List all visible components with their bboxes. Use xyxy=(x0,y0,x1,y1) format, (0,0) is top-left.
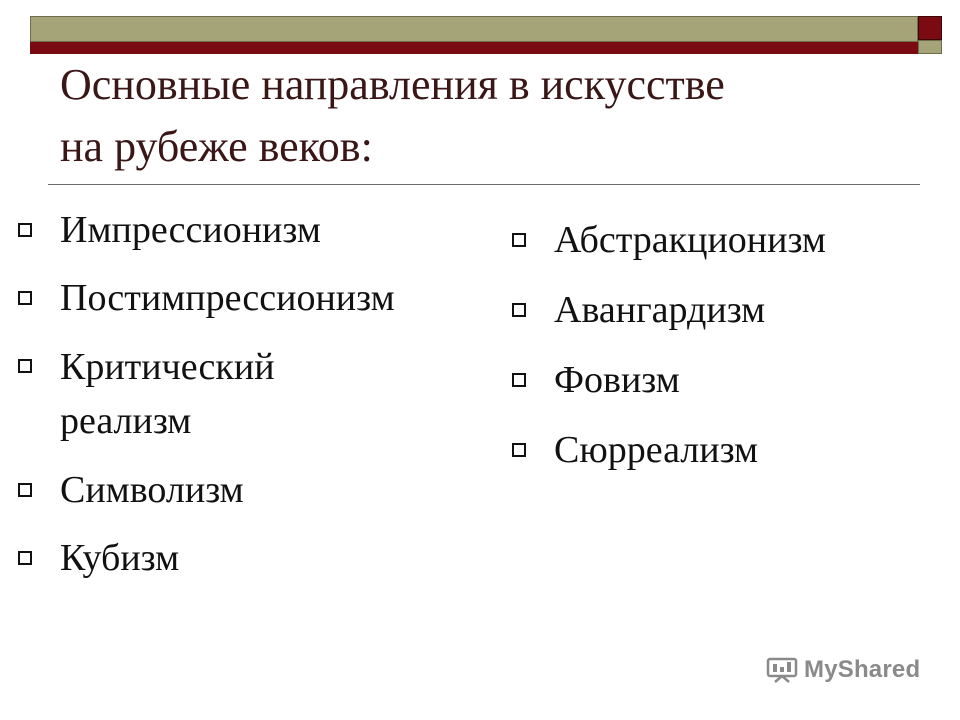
header-olive-bar xyxy=(30,16,918,42)
list-item-label: Сюрреализм xyxy=(554,429,759,471)
header-corner-maroon-square xyxy=(918,16,942,40)
list-item-label: Критический реализм xyxy=(60,346,275,442)
list-item-avant-garde xyxy=(508,284,948,336)
header-maroon-bar xyxy=(30,42,918,54)
list-item-label: Абстракционизм xyxy=(554,219,826,261)
list-item-abstractionism xyxy=(508,214,948,266)
list-item-label: Постимпрессионизм xyxy=(60,277,395,319)
right-bullet-list xyxy=(508,214,948,494)
list-item-critical-realism xyxy=(14,340,390,448)
square-bullet-icon xyxy=(512,443,526,457)
title-divider xyxy=(48,184,920,185)
list-item-post-impressionism xyxy=(14,272,484,324)
square-bullet-icon xyxy=(18,483,32,497)
list-item-fauvism xyxy=(508,354,948,406)
list-item-label: Импрессионизм xyxy=(60,209,321,251)
square-bullet-icon xyxy=(18,291,32,305)
presentation-board-icon xyxy=(766,657,798,683)
square-bullet-icon xyxy=(512,233,526,247)
header-corner-olive-square xyxy=(918,40,942,54)
square-bullet-icon xyxy=(18,551,32,565)
list-item-label: Кубизм xyxy=(60,537,180,579)
list-item-label: Авангардизм xyxy=(554,289,766,331)
square-bullet-icon xyxy=(512,303,526,317)
square-bullet-icon xyxy=(18,359,32,373)
list-item-label: Фовизм xyxy=(554,359,680,401)
list-item-impressionism xyxy=(14,204,484,256)
list-item-label: Символизм xyxy=(60,469,244,511)
square-bullet-icon xyxy=(18,223,32,237)
list-item-cubism xyxy=(14,532,484,584)
square-bullet-icon xyxy=(512,373,526,387)
myshared-watermark xyxy=(766,656,920,684)
left-bullet-list xyxy=(14,204,484,600)
list-item-surrealism xyxy=(508,424,948,476)
slide-title-line-1: Основные направления в искусстве xyxy=(60,60,725,109)
list-item-symbolism xyxy=(14,464,484,516)
watermark-text: MyShared xyxy=(804,656,921,683)
slide-title-line-2: на рубеже веков: xyxy=(60,122,373,171)
slide-title xyxy=(60,54,920,178)
